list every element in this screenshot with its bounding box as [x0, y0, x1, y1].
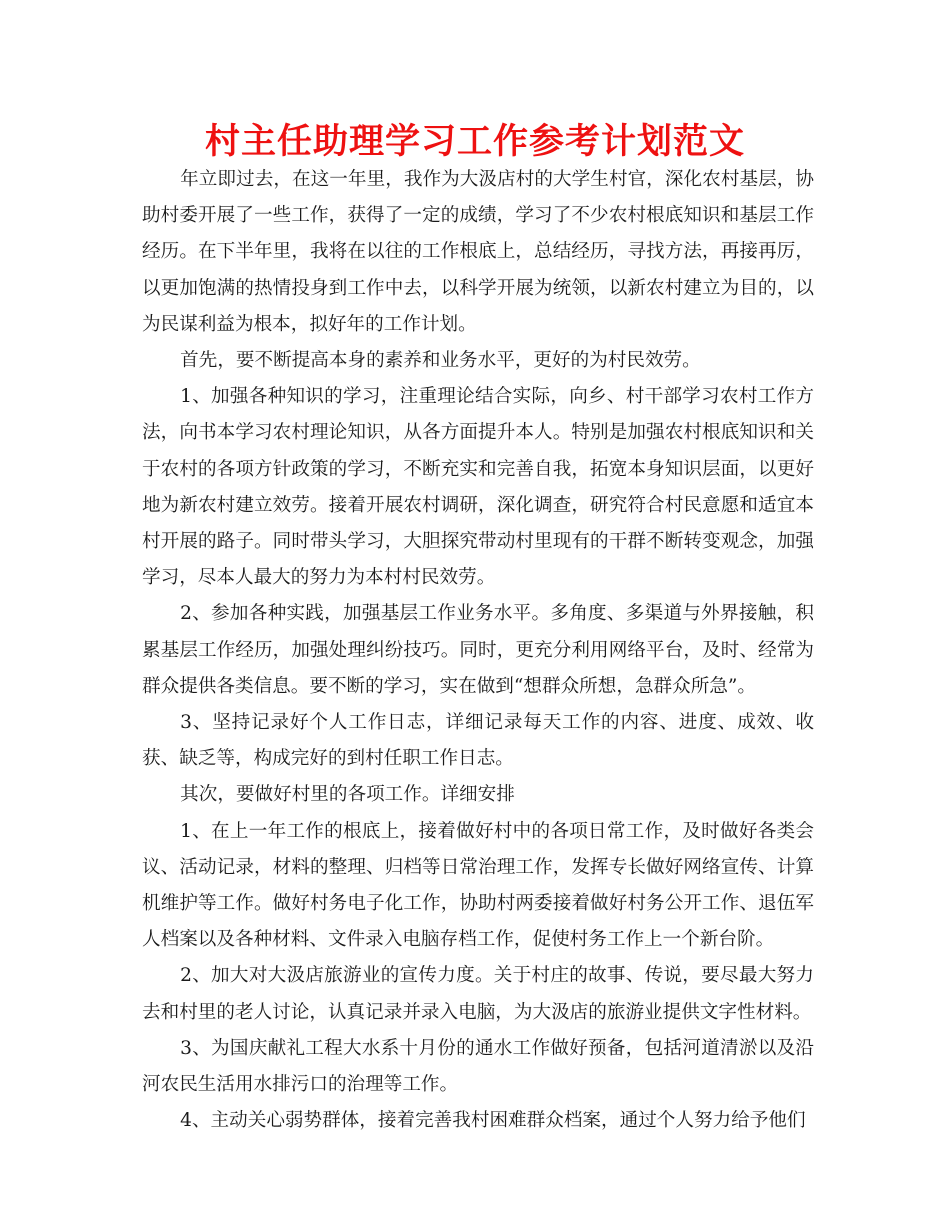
paragraph-item-3a: 3、坚持记录好个人工作日志，详细记录每天工作的内容、进度、成效、收获、缺乏等，构成完好的到村任职工作日志。 — [142, 712, 814, 770]
paragraph-second-heading: 其次，要做好村里的各项工作。详细安排 — [180, 784, 515, 806]
paragraph-item-4b: 4、主动关心弱势群体，接着完善我村困难群众档案，通过个人努力给予他们 — [180, 1110, 806, 1132]
document-title: 村主任助理学习工作参考计划范文 — [204, 121, 745, 162]
paragraph-intro: 年立即过去，在这一年里，我作为大汲店村的大学生村官，深化农村基层，协助村委开展了一些工作，获得了一定的成绩，学习了不少农村根底知识和基层工作经历。在下半年里，我将在以往的工作根底上，总结经历，寻找方法，再接再厉，以更加饱满的热情投身到工作中去，以科学开展为统领，以新农村建立为目的，以为民谋利益为根本，拟好年的工作计划。 — [142, 169, 814, 335]
paragraph-item-1b: 1、在上一年工作的根底上，接着做好村中的各项日常工作，及时做好各类会议、活动记录，材料的整理、归档等日常治理工作，发挥专长做好网络宣传、计算机维护等工作。做好村务电子化工作，协助村两委接着做好村务公开工作、退伍军人档案以及各种材料、文件录入电脑存档工作，促使村务工作上一个新台阶。 — [142, 820, 814, 951]
document-body — [142, 162, 814, 1139]
paragraph-item-2a: 2、参加各种实践，加强基层工作业务水平。多角度、多渠道与外界接触，积累基层工作经历，加强处理纠纷技巧。同时，更充分利用网络平台，及时、经常为群众提供各类信息。要不断的学习，实在做到“想群众所想，急群众所急”。 — [142, 603, 814, 697]
paragraph-first-heading: 首先，要不断提高本身的素养和业务水平，更好的为村民效劳。 — [180, 350, 701, 372]
paragraph-item-3b: 3、为国庆献礼工程大水系十月份的通水工作做好预备，包括河道清淤以及沿河农民生活用水排污口的治理等工作。 — [142, 1037, 814, 1096]
paragraph-item-2b: 2、加大对大汲店旅游业的宣传力度。关于村庄的故事、传说，要尽最大努力去和村里的老人讨论，认真记录并录入电脑，为大汲店的旅游业提供文字性材料。 — [142, 965, 814, 1023]
paragraph-item-1a: 1、加强各种知识的学习，注重理论结合实际，向乡、村干部学习农村工作方法，向书本学习农村理论知识，从各方面提升本人。特别是加强农村根底知识和关于农村的各项方针政策的学习，不断充实和完善自我，拓宽本身知识层面，以更好地为新农村建立效劳。接着开展农村调研，深化调查，研究符合村民意愿和适宜本村开展的路子。同时带头学习，大胆探究带动村里现有的干群不断转变观念，加强学习，尽本人最大的努力为本村村民效劳。 — [142, 386, 814, 589]
